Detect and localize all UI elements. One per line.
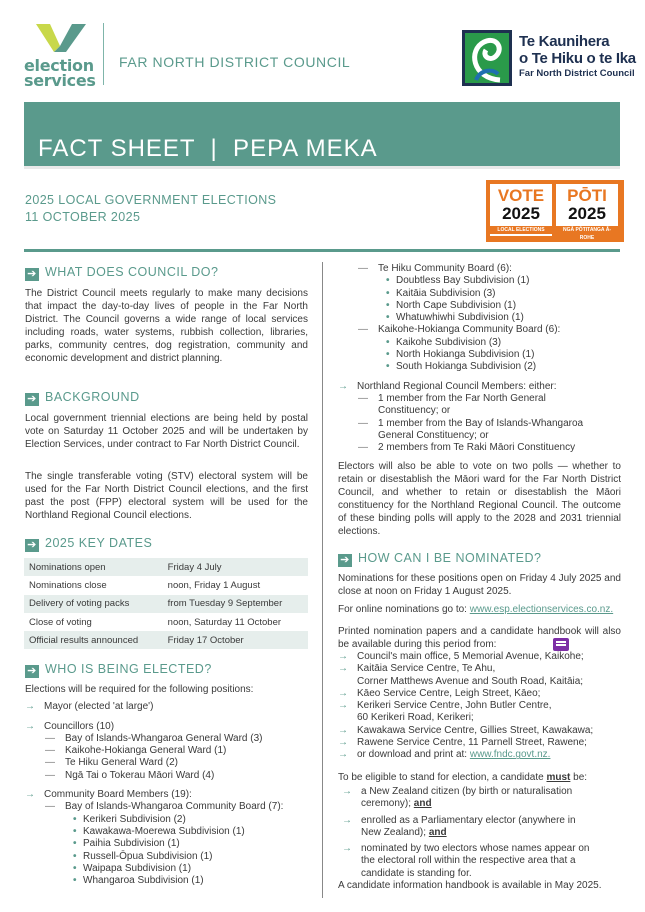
date-value: Friday 17 October bbox=[167, 634, 244, 646]
list-item bbox=[338, 749, 623, 761]
page-title: FACT SHEET | PEPA MEKA bbox=[38, 135, 378, 162]
elected-list bbox=[25, 684, 315, 887]
eligible-intro bbox=[338, 772, 587, 784]
table-row bbox=[24, 613, 308, 631]
date-label: Nominations open bbox=[29, 561, 106, 573]
list-item: • Whangaroa Subdivision (1) bbox=[25, 875, 315, 887]
list-item: → Kawakawa Service Centre, Gillies Street, Kawakawa; bbox=[338, 725, 623, 737]
vote-sub: LOCAL ELECTIONS bbox=[490, 226, 552, 234]
fndc-koru-logo-icon bbox=[462, 30, 512, 86]
date-value: noon, Saturday 11 October bbox=[167, 616, 282, 628]
fndc-line1: Te Kaunihera bbox=[519, 33, 610, 50]
date-label: Nominations close bbox=[29, 579, 107, 591]
header-separator bbox=[24, 249, 620, 252]
list-item-cont: Constituency; or bbox=[378, 405, 451, 417]
list-item: → Kerikeri Service Centre, John Butler Centre, bbox=[338, 700, 623, 712]
column-divider bbox=[322, 262, 323, 898]
eligible-end: be: bbox=[570, 772, 588, 783]
date-value: Friday 4 July bbox=[167, 561, 222, 573]
fndc-wordmark bbox=[519, 33, 636, 81]
list-item: • Kaitāia Subdivision (3) bbox=[338, 288, 623, 300]
es-logo-line2: services bbox=[24, 71, 96, 90]
list-item: → Mayor (elected 'at large') bbox=[25, 701, 315, 713]
arrow-box-icon: ➔ bbox=[25, 665, 39, 678]
list-item: → Rawene Service Centre, 11 Parnell Street, Rawene; bbox=[338, 737, 623, 749]
and-text: and bbox=[428, 826, 447, 838]
poti-year: 2025 bbox=[568, 204, 606, 223]
es-logo-line1: election bbox=[24, 56, 94, 75]
arrow-box-icon: ➔ bbox=[25, 393, 39, 406]
esp-link[interactable]: www.esp.electionservices.co.nz. bbox=[469, 604, 614, 615]
what-body: The District Council meets regularly to make many decisions that impact the day-to-day lives of people in the Far North District. The Council governs a wide range of local services including roads, water systems, rubbish collection, libraries, parks, community centres, dog registration, community and economic development and district planning. bbox=[25, 288, 308, 364]
list-item: • Russell-Ōpua Subdivision (1) bbox=[25, 851, 315, 863]
elected-list-continued bbox=[338, 263, 623, 454]
list-item-cont: General Constituency; or bbox=[378, 429, 489, 441]
list-item: • Kawakawa-Moerewa Subdivision (1) bbox=[25, 826, 315, 838]
list-item: → Community Board Members (19): bbox=[25, 789, 315, 801]
date-value: noon, Friday 1 August bbox=[167, 579, 261, 591]
list-item: • Paihia Subdivision (1) bbox=[25, 838, 315, 850]
list-item: • Waipapa Subdivision (1) bbox=[25, 863, 315, 875]
date-label: Close of voting bbox=[29, 616, 92, 628]
list-item: • Whatuwhiwhi Subdivision (1) bbox=[338, 312, 623, 324]
list-item: — Bay of Islands-Whangaroa Community Board (7): bbox=[25, 801, 315, 813]
list-item-cont bbox=[342, 798, 627, 810]
what-heading-text: WHAT DOES COUNCIL DO? bbox=[45, 265, 219, 279]
what-heading bbox=[25, 265, 218, 281]
council-header: FAR NORTH DISTRICT COUNCIL bbox=[119, 54, 351, 70]
vote-word: VOTE bbox=[497, 186, 545, 205]
list-item: → Kāeo Service Centre, Leigh Street, Kāeo; bbox=[338, 688, 623, 700]
date-label: Official results announced bbox=[29, 634, 139, 646]
vote-box bbox=[490, 184, 552, 236]
table-row bbox=[24, 595, 308, 613]
election-title bbox=[25, 192, 276, 226]
key-dates-heading bbox=[25, 536, 152, 552]
nominated-heading-text: HOW CAN I BE NOMINATED? bbox=[358, 551, 542, 565]
fndc-line3: Far North District Council bbox=[519, 68, 635, 79]
vote-poti-logo bbox=[486, 180, 624, 242]
criteria-list bbox=[342, 786, 627, 880]
election-services-logo bbox=[24, 24, 96, 90]
es-v-mark-icon bbox=[36, 24, 86, 52]
list-item: • North Hokianga Subdivision (1) bbox=[338, 349, 623, 361]
list-item: → Councillors (10) bbox=[25, 721, 315, 733]
elected-heading-text: WHO IS BEING ELECTED? bbox=[45, 662, 212, 676]
background-heading bbox=[25, 390, 140, 406]
list-item: — Ngā Tai o Tokerau Māori Ward (4) bbox=[25, 770, 315, 782]
list-item-cont: Corner Matthews Avenue and South Road, Kaitāia; bbox=[357, 675, 584, 687]
election-title-line1: 2025 LOCAL GOVERNMENT ELECTIONS bbox=[25, 193, 277, 207]
table-row bbox=[24, 558, 308, 576]
list-item: → a New Zealand citizen (by birth or naturalisation bbox=[342, 786, 627, 798]
key-dates-heading-text: 2025 KEY DATES bbox=[45, 536, 153, 550]
must-text: must bbox=[546, 772, 571, 783]
poti-sub: NGĀ PŌTITANGA Ā-ROHE bbox=[556, 226, 618, 242]
list-item: — 1 member from the Bay of Islands-Whangaroa bbox=[338, 418, 623, 430]
vote-year: 2025 bbox=[502, 204, 540, 223]
list-item: • Kaikohe Subdivision (3) bbox=[338, 337, 623, 349]
election-date: 11 OCTOBER 2025 bbox=[25, 210, 141, 224]
handbook-note: A candidate information handbook is available in May 2025. bbox=[338, 880, 602, 891]
banner-shadow bbox=[24, 166, 620, 169]
background-p2: The single transferable voting (STV) electoral system will be used for the Far North District Council elections, and the first past the post (FPP) electoral system will be used for the Northland Regional Council elections. bbox=[25, 471, 308, 521]
arrow-box-icon: ➔ bbox=[338, 554, 352, 567]
arrow-box-icon: ➔ bbox=[25, 268, 39, 281]
list-item: • South Hokianga Subdivision (2) bbox=[338, 361, 623, 373]
header-divider bbox=[103, 23, 104, 85]
list-item: • North Cape Subdivision (1) bbox=[338, 300, 623, 312]
list-item: — Kaikohe-Hokianga General Ward (1) bbox=[25, 745, 315, 757]
list-item-cont: candidate is standing for. bbox=[361, 867, 472, 879]
background-heading-text: BACKGROUND bbox=[45, 390, 140, 404]
nominated-p1: Nominations for these positions open on Friday 4 July 2025 and close at noon on Friday 1 August 2025. bbox=[338, 573, 621, 597]
c2b-text: New Zealand); bbox=[361, 826, 427, 838]
list-item: → Northland Regional Council Members: either: bbox=[338, 381, 623, 393]
fndc-line2: o Te Hiku o te Ika bbox=[519, 50, 636, 67]
polls-paragraph: Electors will also be able to vote on two polls — whether to retain or disestablish the Māori ward for the Far North District Council, and whether to retain or disestablish the Māori constituency for the Northland Regional Council. The outcome of these binding polls will apply to the 2028 and 2031 triennial elections. bbox=[338, 461, 621, 537]
poti-box bbox=[556, 184, 618, 241]
printed-paragraph: Printed nomination papers and a candidate handbook will also be available during this period from: bbox=[338, 626, 621, 650]
list-item: → Kaitāia Service Centre, Te Ahu, bbox=[338, 663, 623, 675]
fndc-link[interactable]: www.fndc.govt.nz. bbox=[469, 749, 551, 761]
list-item-cont bbox=[342, 827, 627, 839]
online-nominations bbox=[338, 604, 613, 616]
elected-intro: Elections will be required for the following positions: bbox=[25, 684, 254, 695]
c1b-text: ceremony); bbox=[361, 798, 412, 810]
table-row bbox=[24, 576, 308, 594]
arrow-box-icon: ➔ bbox=[25, 539, 39, 552]
list-item: • Doubtless Bay Subdivision (1) bbox=[338, 275, 623, 287]
list-item: → Council's main office, 5 Memorial Avenue, Kaikohe; bbox=[338, 651, 623, 663]
list-item: — 2 members from Te Raki Māori Constituency bbox=[338, 442, 623, 454]
date-label: Delivery of voting packs bbox=[29, 598, 130, 610]
comment-popup-icon[interactable] bbox=[553, 638, 569, 651]
list-item: — Kaikohe-Hokianga Community Board (6): bbox=[338, 324, 623, 336]
key-dates-table bbox=[24, 558, 308, 649]
list-item-cont: the electoral roll within the respective area that a bbox=[361, 855, 576, 867]
list-item: → nominated by two electors whose names appear on bbox=[342, 843, 627, 855]
download-label: or download and print at: bbox=[357, 749, 470, 761]
table-row bbox=[24, 631, 308, 649]
list-item: — 1 member from the Far North General bbox=[338, 393, 623, 405]
locations-list bbox=[338, 651, 623, 762]
list-item-cont: 60 Kerikeri Road, Kerikeri; bbox=[357, 712, 474, 724]
list-item: — Te Hiku Community Board (6): bbox=[338, 263, 623, 275]
and-text: and bbox=[413, 798, 432, 810]
list-item: • Kerikeri Subdivision (2) bbox=[25, 814, 315, 826]
background-p1: Local government triennial elections are being held by postal vote on Saturday 11 October 2025 and will be undertaken by Election Services, under contract to Far North District Council. bbox=[25, 413, 308, 450]
list-item: → enrolled as a Parliamentary elector (anywhere in bbox=[342, 815, 627, 827]
list-item: — Te Hiku General Ward (2) bbox=[25, 757, 315, 769]
elected-heading bbox=[25, 662, 212, 678]
online-label: For online nominations go to: bbox=[338, 604, 470, 615]
nominated-heading bbox=[338, 551, 542, 567]
date-value: from Tuesday 9 September bbox=[167, 598, 283, 610]
list-item: — Bay of Islands-Whangaroa General Ward (3) bbox=[25, 733, 315, 745]
eligible-label: To be eligible to stand for election, a candidate bbox=[338, 772, 547, 783]
poti-word: PŌTI bbox=[567, 186, 607, 205]
